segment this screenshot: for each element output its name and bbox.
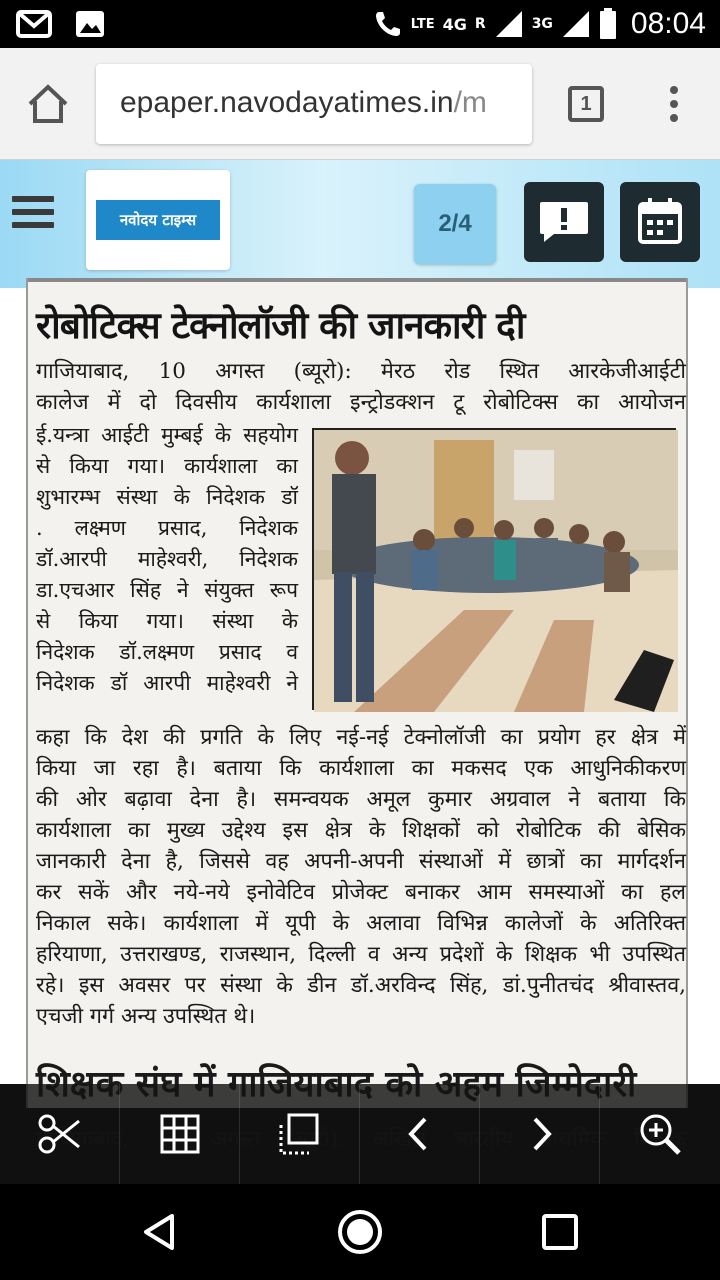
newspaper-page xyxy=(26,278,688,1108)
article-line: एचजी गर्ग अन्य उपस्थित थे। xyxy=(36,1004,256,1029)
article-line: ई.यन्त्रा आईटी मुम्बई के सहयोग xyxy=(36,423,298,447)
clock: 08:04 xyxy=(630,7,706,40)
feedback-button[interactable] xyxy=(524,182,604,262)
article-line: शुभारम्भ संस्था के निदेशक डॉ xyxy=(36,485,298,509)
browser-toolbar xyxy=(0,48,720,160)
logo[interactable] xyxy=(86,170,230,270)
signal-icon xyxy=(494,9,524,39)
grid-icon xyxy=(157,1111,203,1157)
article-photo xyxy=(312,428,676,710)
article-line: डॉ.आरपी माहेश्वरी, निदेशक xyxy=(36,547,298,571)
calendar-button[interactable] xyxy=(620,182,700,262)
image-icon xyxy=(72,8,108,40)
report-icon xyxy=(524,182,604,262)
article-line: गाजियाबाद, 10 अगस्त (ब्यूरो): मेरठ रोड स्थित आरकेजीआईटी xyxy=(36,359,686,384)
next-page-button[interactable] xyxy=(480,1084,600,1184)
url-host: epaper.navodayatimes.in xyxy=(120,86,454,119)
phone-icon xyxy=(373,9,403,39)
scissors-icon xyxy=(37,1111,83,1157)
article-intro xyxy=(36,356,686,418)
article-line: से किया गया। संस्था के xyxy=(36,609,298,633)
article-line: की ओर बढ़ावा देना है। समन्वयक अमूल कुमार अग्रवाल ने बताया कि xyxy=(36,787,686,812)
roaming-label: R xyxy=(474,16,486,32)
clip-button[interactable] xyxy=(0,1084,120,1184)
article-line: कर सकें और नये-नये इनोवेटिव प्रोजेक्ट बनाकर आम समस्याओं का हल xyxy=(36,880,686,905)
page-indicator[interactable]: 2/4 xyxy=(414,184,496,264)
divider xyxy=(28,278,686,282)
status-bar xyxy=(0,0,720,48)
thumbnails-button[interactable] xyxy=(120,1084,240,1184)
workshop-photo xyxy=(314,430,678,712)
tab-switcher-button[interactable]: 1 xyxy=(568,86,604,122)
chevron-left-icon xyxy=(397,1111,443,1157)
epaper-viewport[interactable] xyxy=(0,288,720,1084)
article-line: जानकारी देना है, जिससे वह अपनी-अपनी संस्थाओं में छात्रों का मार्गदर्शन xyxy=(36,849,686,874)
home-icon[interactable] xyxy=(26,82,70,126)
article-line: किया जा रहा है। बताया कि कार्यशाला का मकसद एक आधुनिकीकरण xyxy=(36,756,686,781)
network-3g-label: 3G xyxy=(531,16,553,32)
article-line: कार्यशाला का मुख्य उद्देश्य इस क्षेत्र के शिक्षकों को रोबोटिक की बेसिक xyxy=(36,818,686,843)
article-headline: रोबोटिक्स टेक्नोलॉजी की जानकारी दी xyxy=(36,304,525,347)
article-line: हरियाणा, उत्तराखण्ड, राजस्थान, दिल्ली व अन्य प्रदेशों के शिक्षक भी उपस्थित xyxy=(36,942,686,967)
overflow-menu-icon[interactable] xyxy=(664,84,684,128)
logo-text: नवोदय टाइम्स xyxy=(96,200,220,240)
article-line: . लक्ष्मण प्रसाद, निदेशक xyxy=(36,516,298,540)
article-line: निदेशक डॉ.लक्ष्मण प्रसाद व xyxy=(36,640,298,664)
article-body xyxy=(36,722,686,1032)
url-bar[interactable] xyxy=(96,64,532,144)
system-navigation-bar xyxy=(0,1184,720,1280)
article-line: से किया गया। कार्यशाला का xyxy=(36,454,298,478)
calendar-icon xyxy=(620,182,700,262)
url-path: /m xyxy=(453,86,487,119)
chevron-right-icon xyxy=(517,1111,563,1157)
app-header xyxy=(0,160,720,288)
article-line: रहे। इस अवसर पर संस्था के डीन डॉ.अरविन्द सिंह, डां.पुनीतचंद श्रीवास्तव, xyxy=(36,973,686,998)
article-line: डा.एचआर सिंह ने संयुक्त रूप xyxy=(36,578,298,602)
reader-toolbar xyxy=(0,1084,720,1184)
hamburger-menu-icon[interactable] xyxy=(12,196,54,232)
article-line: निदेशक डॉ आरपी माहेश्वरी ने xyxy=(36,671,298,695)
zoom-in-button[interactable] xyxy=(600,1084,720,1184)
url-text xyxy=(120,86,487,120)
home-nav-icon[interactable] xyxy=(336,1208,384,1256)
lte-label: LTE xyxy=(410,16,435,32)
article-line: कहा कि देश की प्रगति के लिए नई-नई टेक्नोलॉजी का प्रयोग हर क्षेत्र में xyxy=(36,725,686,750)
article-line: निकाल सके। कार्यशाला में यूपी के अलावा विभिन्न कालेजों के अतिरिक्त xyxy=(36,911,686,936)
previous-page-button[interactable] xyxy=(360,1084,480,1184)
select-area-icon xyxy=(277,1111,323,1157)
network-4g-label: 4G xyxy=(442,14,467,34)
zoom-in-icon xyxy=(637,1111,683,1157)
recents-icon[interactable] xyxy=(536,1208,584,1256)
battery-icon xyxy=(599,8,617,40)
article-left-column xyxy=(36,420,298,699)
select-area-button[interactable] xyxy=(240,1084,360,1184)
article-line: कालेज में दो दिवसीय कार्यशाला इन्ट्रोडक्शन टू रोबोटिक्स का आयोजन xyxy=(36,390,686,415)
signal-icon xyxy=(561,9,591,39)
gmail-icon xyxy=(16,8,52,40)
back-icon[interactable] xyxy=(136,1208,184,1256)
